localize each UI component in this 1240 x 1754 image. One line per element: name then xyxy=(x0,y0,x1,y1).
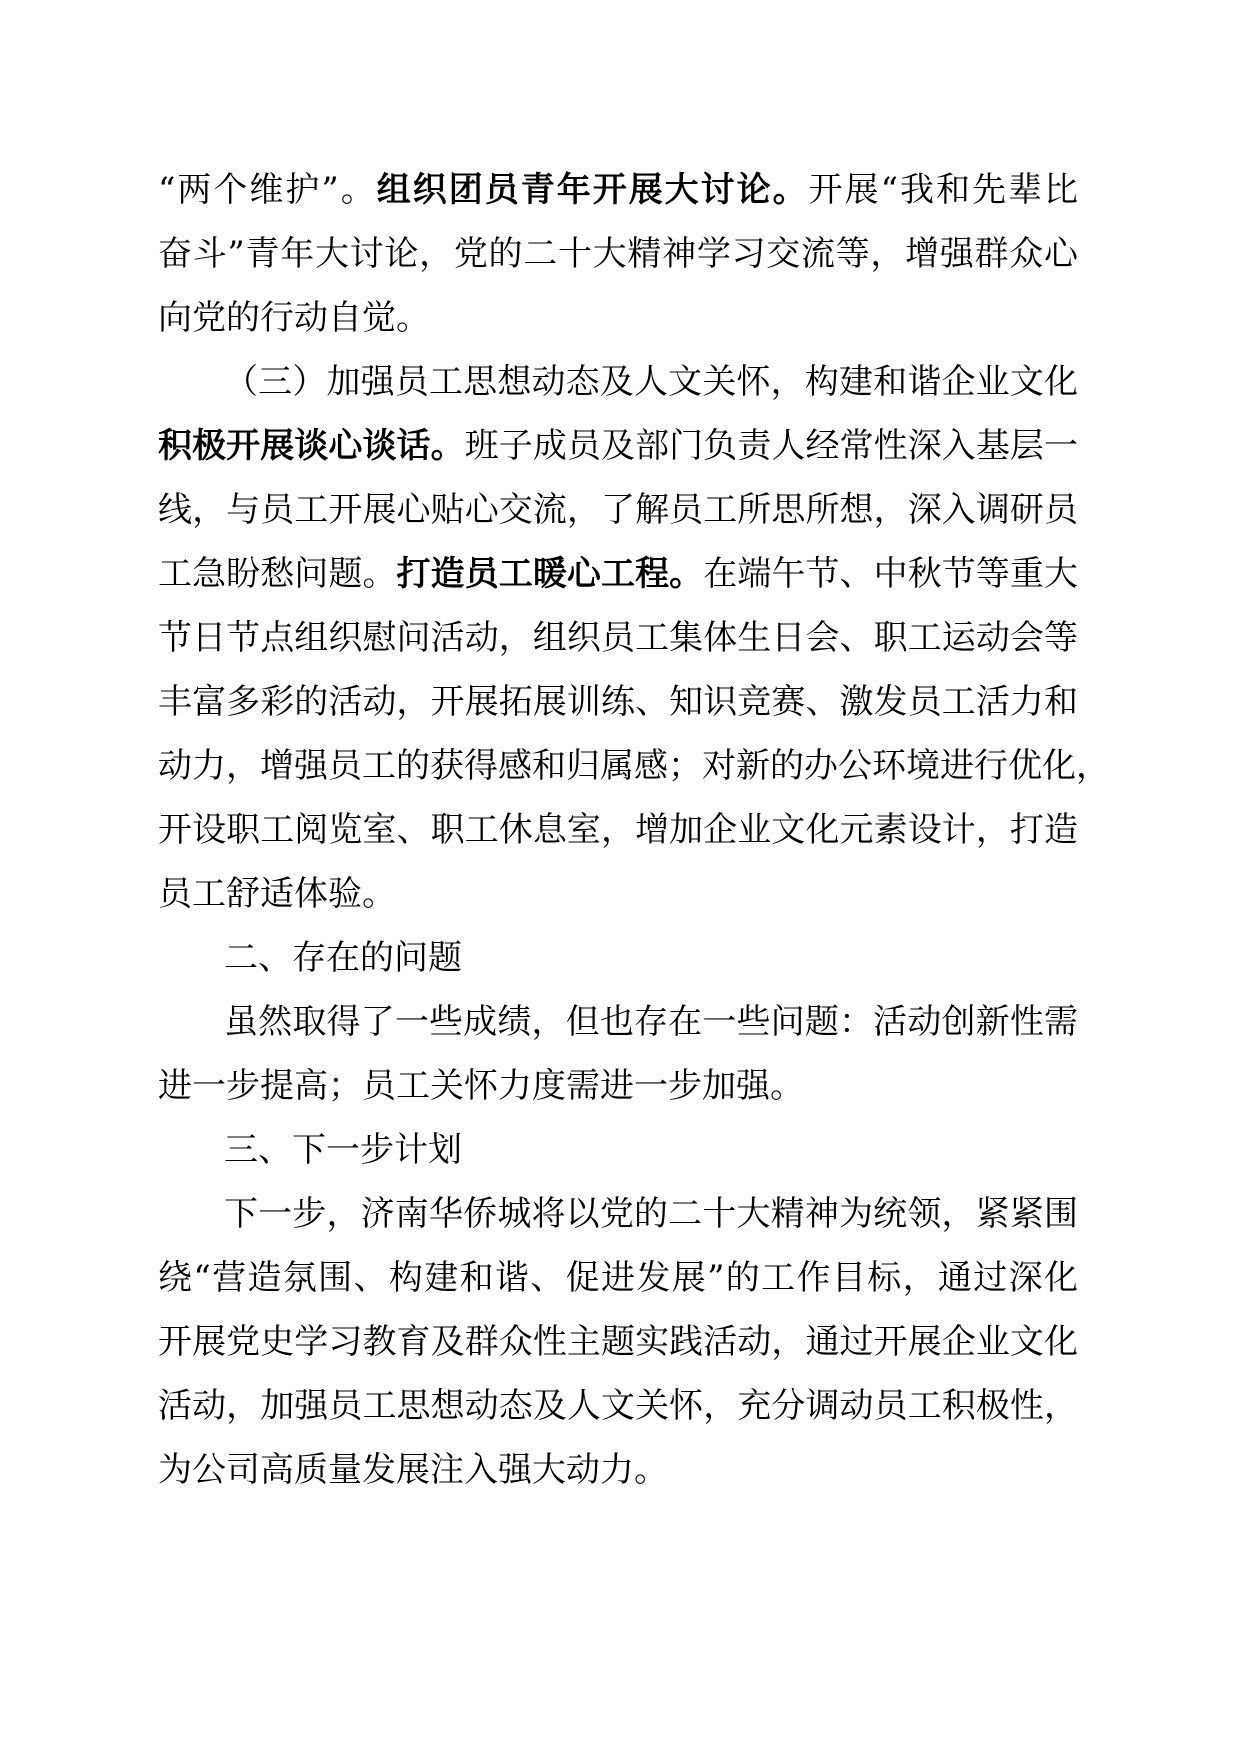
bold-run: 打造员工暖心工程。 xyxy=(396,554,704,594)
paragraph-line xyxy=(158,426,1078,466)
section-heading: 三、下一步计划 xyxy=(224,1130,462,1170)
paragraph-line: 虽然取得了一些成绩，但也存在一些问题：活动创新性需 xyxy=(224,1002,1078,1042)
paragraph-line: 丰富多彩的活动，开展拓展训练、知识竞赛、激发员工活力和 xyxy=(158,682,1078,722)
paragraph-line: 线，与员工开展心贴心交流，了解员工所思所想，深入调研员 xyxy=(158,490,1078,530)
text-run: 工急盼愁问题。 xyxy=(158,554,397,594)
text-run: “两个维护”。 xyxy=(158,170,377,210)
paragraph-line xyxy=(158,554,1078,594)
paragraph-line: 下一步，济南华侨城将以党的二十大精神为统领，紧紧围 xyxy=(224,1194,1078,1234)
bold-run: 积极开展谈心谈话。 xyxy=(158,426,465,466)
paragraph-line: 奋斗”青年大讨论，党的二十大精神学习交流等，增强群众心 xyxy=(158,234,1078,274)
text-run: 在端午节、中秋节等重大 xyxy=(703,554,1079,594)
subheading: （三）加强员工思想动态及人文关怀，构建和谐企业文化 xyxy=(224,362,1078,402)
paragraph-line: 开展党史学习教育及群众性主题实践活动，通过开展企业文化 xyxy=(158,1322,1078,1362)
section-heading: 二、存在的问题 xyxy=(224,938,462,978)
paragraph-line: 节日节点组织慰问活动，组织员工集体生日会、职工运动会等 xyxy=(158,618,1078,658)
paragraph-line xyxy=(158,170,1078,210)
paragraph-line: 动力，增强员工的获得感和归属感；对新的办公环境进行优化， xyxy=(158,746,1110,786)
paragraph-line: 绕“营造氛围、构建和谐、促进发展”的工作目标，通过深化 xyxy=(158,1258,1078,1298)
text-run: 班子成员及部门负责人经常性深入基层一 xyxy=(464,426,1079,466)
paragraph-line: 为公司高质量发展注入强大动力。 xyxy=(158,1450,668,1490)
paragraph-line: 活动，加强员工思想动态及人文关怀，充分调动员工积极性， xyxy=(158,1386,1078,1426)
paragraph-line: 员工舒适体验。 xyxy=(158,874,396,914)
paragraph-line: 进一步提高；员工关怀力度需进一步加强。 xyxy=(158,1066,804,1106)
paragraph-line: 向党的行动自觉。 xyxy=(158,298,430,338)
text-run: 开展“我和先辈比 xyxy=(808,170,1079,210)
paragraph-line: 开设职工阅览室、职工休息室，增加企业文化元素设计，打造 xyxy=(158,810,1078,850)
bold-run: 组织团员青年开展大讨论。 xyxy=(376,170,809,210)
